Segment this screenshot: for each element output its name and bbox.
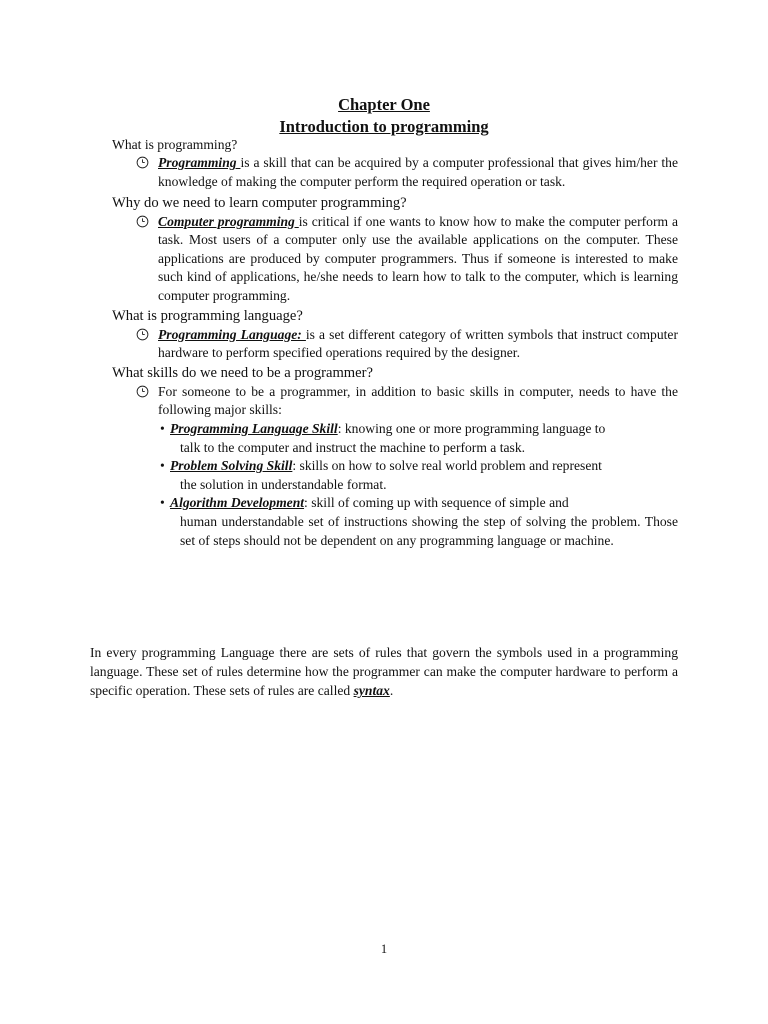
paragraph-text: In every programming Language there are sets of rules that govern the symbols used in a programming language. These set of rules determine how the programmer can make the computer hardware to perform a specific operation. These sets of rules are called (90, 645, 678, 699)
skills-list (158, 420, 678, 550)
definition-programming-language (158, 326, 678, 363)
skill-text-continued: talk to the computer and instruct the machine to perform a task. (180, 439, 526, 455)
list-item (158, 420, 678, 457)
term-syntax: syntax (353, 683, 390, 699)
term-algorithm-development: Algorithm Development (170, 495, 305, 511)
clock-icon (136, 328, 149, 341)
bullet-icon: • (160, 495, 165, 511)
definition-computer-programming (158, 213, 678, 306)
chapter-subtitle: Introduction to programming (279, 117, 489, 136)
definition-text: is a set different category of written symbols that instruct computer hardware to perform specified operations required by the designer. (158, 326, 678, 361)
term-programming-language: Programming Language: (158, 326, 306, 342)
skill-text: : knowing one or more programming language to (337, 420, 606, 436)
clock-icon (136, 215, 149, 228)
definition-text: is critical if one wants to know how to make the computer perform a task. Most users of a computer only use the available applications on the computer. These applications are produced by computer programmers. Thus if someone is interested to make such kind of applications, he/she needs to learn how to talk to the computer, which is learning computer programming. (158, 213, 678, 303)
page-number: 1 (380, 942, 388, 956)
chapter-title: Chapter One (338, 95, 430, 114)
skill-text-continued: the solution in understandable format. (180, 476, 387, 492)
skill-text-continued: human understandable set of instructions showing the step of solving the problem. Those set of steps should not be dependent on any programming language or machine. (180, 513, 678, 548)
title-block (0, 94, 768, 138)
question-what-is-programming: What is programming? (112, 137, 238, 152)
list-item (158, 457, 678, 494)
question-what-skills: What skills do we need to be a programmer? (112, 364, 373, 381)
skill-text: : skills on how to solve real world problem and represent (292, 458, 602, 474)
term-programming: Programming (158, 155, 241, 171)
bullet-icon: • (160, 420, 165, 436)
skills-intro-text: For someone to be a programmer, in addition to basic skills in computer, needs to have the following major skills: (158, 383, 678, 418)
paragraph-end: . (389, 683, 394, 699)
definition-text: is a skill that can be acquired by a computer professional that gives him/her the knowledge of making the computer perform the required operation or task. (158, 155, 678, 189)
skills-intro (158, 383, 678, 420)
term-computer-programming: Computer programming (158, 213, 299, 229)
syntax-paragraph (90, 643, 678, 701)
question-what-is-language: What is programming language? (112, 307, 303, 324)
question-why-learn-programming: Why do we need to learn computer programming? (112, 194, 407, 211)
clock-icon (136, 385, 149, 398)
bullet-icon: • (160, 458, 165, 474)
definition-programming (158, 154, 678, 191)
clock-icon (136, 156, 149, 169)
skill-text: : skill of coming up with sequence of simple and (304, 495, 569, 511)
term-language-skill: Programming Language Skill (170, 420, 338, 436)
document-body (112, 136, 678, 550)
term-problem-solving: Problem Solving Skill (170, 458, 293, 474)
list-item (158, 494, 678, 550)
